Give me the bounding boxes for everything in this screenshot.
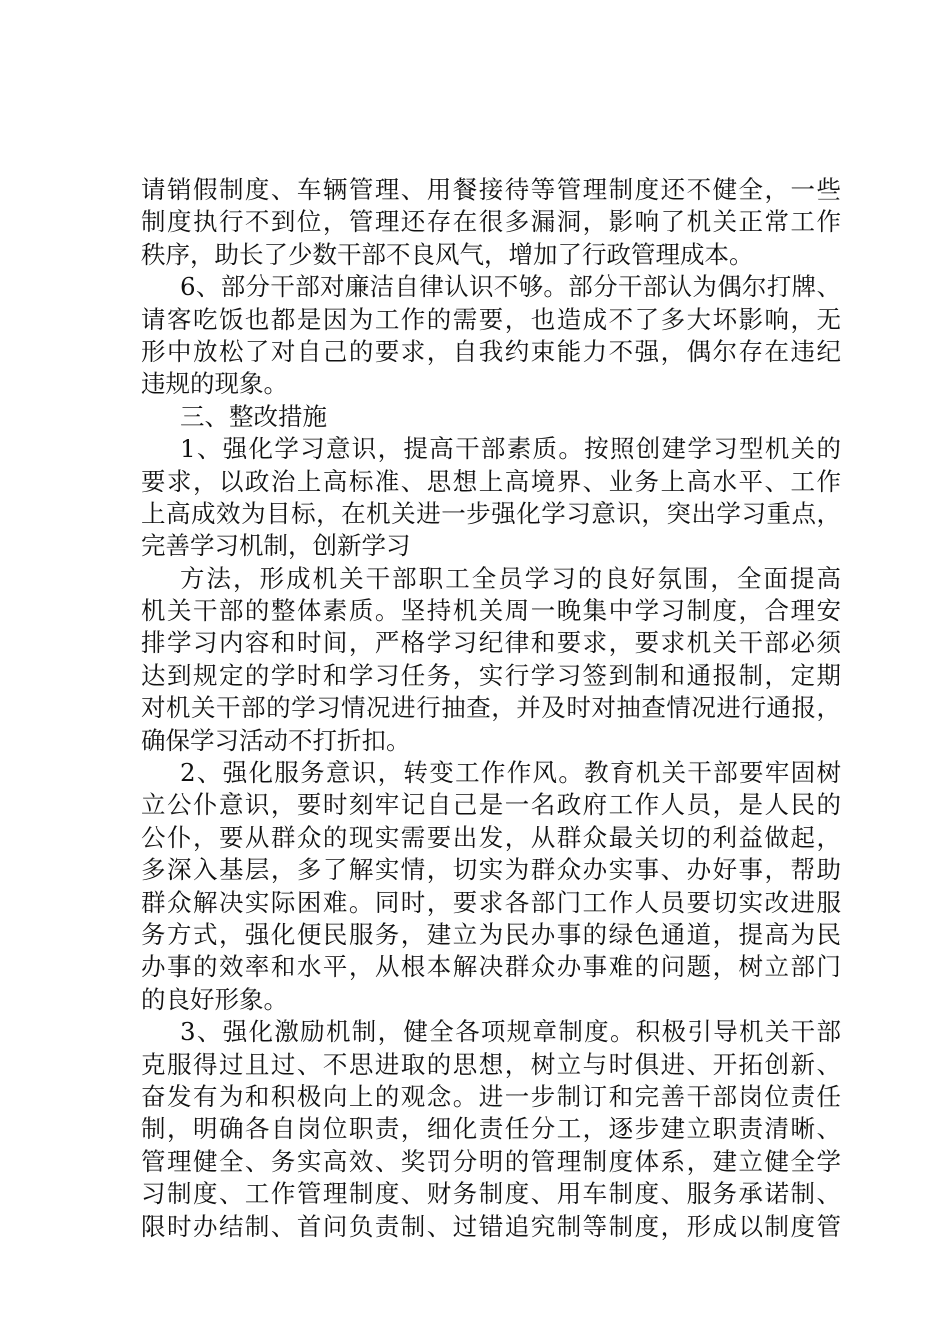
text-line: 违规的现象。 bbox=[141, 369, 288, 399]
text-line: 立公仆意识，要时刻牢记自己是一名政府工作人员，是人民的 bbox=[141, 790, 841, 820]
text-line: 形中放松了对自己的要求，自我约束能力不强，偶尔存在违纪 bbox=[141, 336, 841, 366]
text-line: 务方式，强化便民服务，建立为民办事的绿色通道，提高为民 bbox=[141, 919, 841, 949]
section-heading: 三、整改措施 bbox=[180, 401, 327, 431]
text-line: 请销假制度、车辆管理、用餐接待等管理制度还不健全，一些 bbox=[141, 175, 841, 204]
paragraph-start-line: 6、部分干部对廉洁自律认识不够。部分干部认为偶尔打牌、 bbox=[180, 272, 841, 302]
text-line: 机关干部的整体素质。坚持机关周一晚集中学习制度，合理安 bbox=[141, 596, 841, 626]
text-line: 达到规定的学时和学习任务，实行学习签到制和通报制，定期 bbox=[141, 660, 841, 690]
text-line: 排学习内容和时间，严格学习纪律和要求，要求机关干部必须 bbox=[141, 628, 841, 658]
paragraph-start-line: 3、强化激励机制，健全各项规章制度。积极引导机关干部 bbox=[180, 1017, 841, 1047]
text-line: 制度执行不到位，管理还存在很多漏洞，影响了机关正常工作 bbox=[141, 207, 841, 237]
text-line: 请客吃饭也都是因为工作的需要，也造成不了多大坏影响，无 bbox=[141, 304, 841, 334]
document-body bbox=[141, 174, 841, 1243]
text-line: 确保学习活动不打折扣。 bbox=[141, 725, 411, 755]
text-line: 秩序，助长了少数干部不良风气，增加了行政管理成本。 bbox=[141, 239, 754, 269]
text-line: 完善学习机制，创新学习 bbox=[141, 531, 411, 561]
text-line: 群众解决实际困难。同时，要求各部门工作人员要切实改进服 bbox=[141, 887, 841, 917]
text-line: 上高成效为目标，在机关进一步强化学习意识，突出学习重点， bbox=[141, 498, 841, 528]
text-line: 办事的效率和水平，从根本解决群众办事难的问题，树立部门 bbox=[141, 952, 841, 982]
paragraph-start-line: 方法，形成机关干部职工全员学习的良好氛围，全面提高 bbox=[180, 563, 841, 593]
text-line: 要求，以政治上高标准、思想上高境界、业务上高水平、工作 bbox=[141, 466, 841, 496]
paragraph-start-line: 2、强化服务意识，转变工作作风。教育机关干部要牢固树 bbox=[180, 758, 841, 788]
text-line: 多深入基层，多了解实情，切实为群众办实事、办好事，帮助 bbox=[141, 855, 841, 885]
text-line: 对机关干部的学习情况进行抽查，并及时对抽查情况进行通报， bbox=[141, 693, 841, 723]
text-line: 管理健全、务实高效、奖罚分明的管理制度体系，建立健全学 bbox=[141, 1146, 841, 1176]
text-line: 制，明确各自岗位职责，细化责任分工，逐步建立职责清晰、 bbox=[141, 1114, 841, 1144]
text-line: 克服得过且过、不思进取的思想，树立与时俱进、开拓创新、 bbox=[141, 1049, 841, 1079]
paragraph-start-line: 1、强化学习意识，提高干部素质。按照创建学习型机关的 bbox=[180, 434, 841, 464]
text-line: 习制度、工作管理制度、财务制度、用车制度、服务承诺制、 bbox=[141, 1179, 841, 1209]
text-line: 公仆，要从群众的现实需要出发，从群众最关切的利益做起， bbox=[141, 822, 841, 852]
text-line: 限时办结制、首问负责制、过错追究制等制度，形成以制度管 bbox=[141, 1211, 841, 1241]
text-line: 的良好形象。 bbox=[141, 984, 288, 1014]
text-line: 奋发有为和积极向上的观念。进一步制订和完善干部岗位责任 bbox=[141, 1081, 841, 1111]
